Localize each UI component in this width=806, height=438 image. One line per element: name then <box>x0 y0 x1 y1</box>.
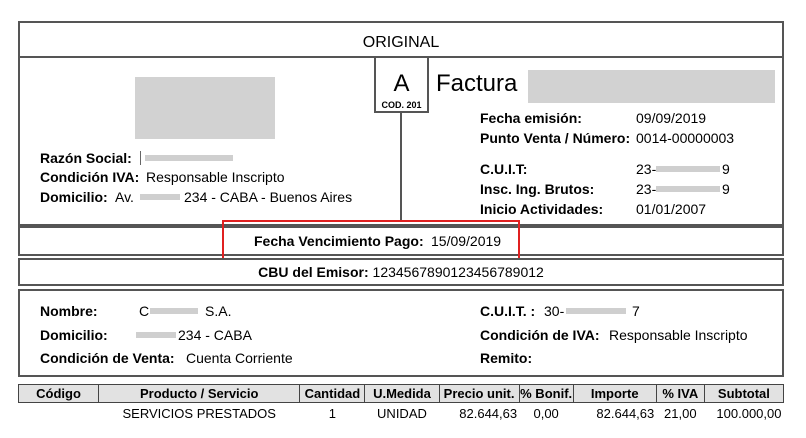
client-nombre-prefix: C <box>139 303 150 319</box>
condicion-iva-label: Condición IVA: <box>40 169 140 185</box>
col-header-iva: % IVA <box>656 385 704 403</box>
col-header-subtotal: Subtotal <box>704 385 783 403</box>
client-cuit-prefix: 30- <box>544 303 565 319</box>
col-header-codigo: Código <box>19 385 99 403</box>
redacted-razon-social <box>145 155 233 161</box>
redacted-cuit <box>656 166 720 172</box>
redacted-client-nombre <box>150 308 198 314</box>
cell-precio: 82.644,63 <box>459 405 518 421</box>
cell-umedida: UNIDAD <box>377 405 427 421</box>
redacted-iibb <box>656 186 720 192</box>
fecha-emision-value: 09/09/2019 <box>636 110 707 126</box>
condicion-venta-value: Cuenta Corriente <box>186 350 293 366</box>
header-divider-line <box>400 113 402 221</box>
condicion-iva-value: Responsable Inscripto <box>146 169 285 185</box>
client-condicion-iva-value: Responsable Inscripto <box>609 327 748 343</box>
doc-code: COD. 201 <box>381 100 422 110</box>
razon-social-label: Razón Social: <box>40 150 132 166</box>
cbu-label: CBU del Emisor: <box>258 264 369 280</box>
cell-iva: 21,00 <box>664 405 697 421</box>
client-cuit-suffix: 7 <box>632 303 640 319</box>
table-row <box>19 403 784 424</box>
inicio-actividades-label: Inicio Actividades: <box>480 201 604 217</box>
cell-codigo <box>19 403 99 424</box>
cuit-prefix: 23- <box>636 161 657 177</box>
domicilio-label: Domicilio: <box>40 189 108 205</box>
cbu-line <box>20 264 782 280</box>
punto-venta-label: Punto Venta / Número: <box>480 130 631 146</box>
condicion-venta-label: Condición de Venta: <box>40 350 175 366</box>
redacted-company-name <box>528 70 775 103</box>
client-condicion-iva-label: Condición de IVA: <box>480 327 600 343</box>
col-header-umedida: U.Medida <box>365 385 439 403</box>
items-table <box>18 384 784 423</box>
redacted-client-domicilio <box>136 332 176 338</box>
original-header-box <box>18 21 784 58</box>
col-header-precio: Precio unit. <box>439 385 519 403</box>
client-nombre-suffix: S.A. <box>205 303 232 319</box>
domicilio-prefix: Av. <box>115 189 134 205</box>
domicilio-suffix: 234 - CABA - Buenos Aires <box>184 189 353 205</box>
razon-social-cursor <box>140 151 141 165</box>
cell-producto: SERVICIOS PRESTADOS <box>122 405 276 421</box>
cbu-box <box>18 258 784 286</box>
cell-subtotal: 100.000,00 <box>716 405 782 421</box>
iibb-label: Insc. Ing. Brutos: <box>480 181 595 197</box>
cuit-label: C.U.I.T: <box>480 161 528 177</box>
cell-cantidad: 1 <box>328 405 336 421</box>
client-cuit-label: C.U.I.T. : <box>480 303 536 319</box>
cbu-value: 1234567890123456789012 <box>372 264 544 280</box>
items-header-row <box>19 385 784 403</box>
remito-label: Remito: <box>480 350 533 366</box>
due-date-label: Fecha Vencimiento Pago: <box>254 233 424 249</box>
doc-type-box <box>374 56 429 113</box>
fecha-emision-label: Fecha emisión: <box>480 110 582 126</box>
col-header-importe: Importe <box>573 385 656 403</box>
inicio-actividades-value: 01/01/2007 <box>636 201 707 217</box>
punto-venta-value: 0014-00000003 <box>636 130 735 146</box>
copy-label: ORIGINAL <box>362 34 440 51</box>
company-logo-placeholder <box>135 77 275 139</box>
client-domicilio-label: Domicilio: <box>40 327 108 343</box>
cell-bonif: 0,00 <box>533 405 559 421</box>
due-date-value: 15/09/2019 <box>431 233 502 249</box>
redacted-domicilio <box>140 194 180 200</box>
iibb-prefix: 23- <box>636 181 657 197</box>
col-header-bonif: % Bonif. <box>520 386 573 401</box>
cell-importe: 82.644,63 <box>596 405 655 421</box>
redacted-client-cuit <box>566 308 626 314</box>
cuit-suffix: 9 <box>722 161 730 177</box>
col-header-producto: Producto / Servicio <box>99 385 300 403</box>
doc-title: Factura <box>436 70 518 97</box>
iibb-suffix: 9 <box>722 181 730 197</box>
client-domicilio-suffix: 234 - CABA <box>178 327 252 343</box>
client-nombre-label: Nombre: <box>40 303 98 319</box>
col-header-cantidad: Cantidad <box>300 385 365 403</box>
doc-letter: A <box>393 70 410 97</box>
